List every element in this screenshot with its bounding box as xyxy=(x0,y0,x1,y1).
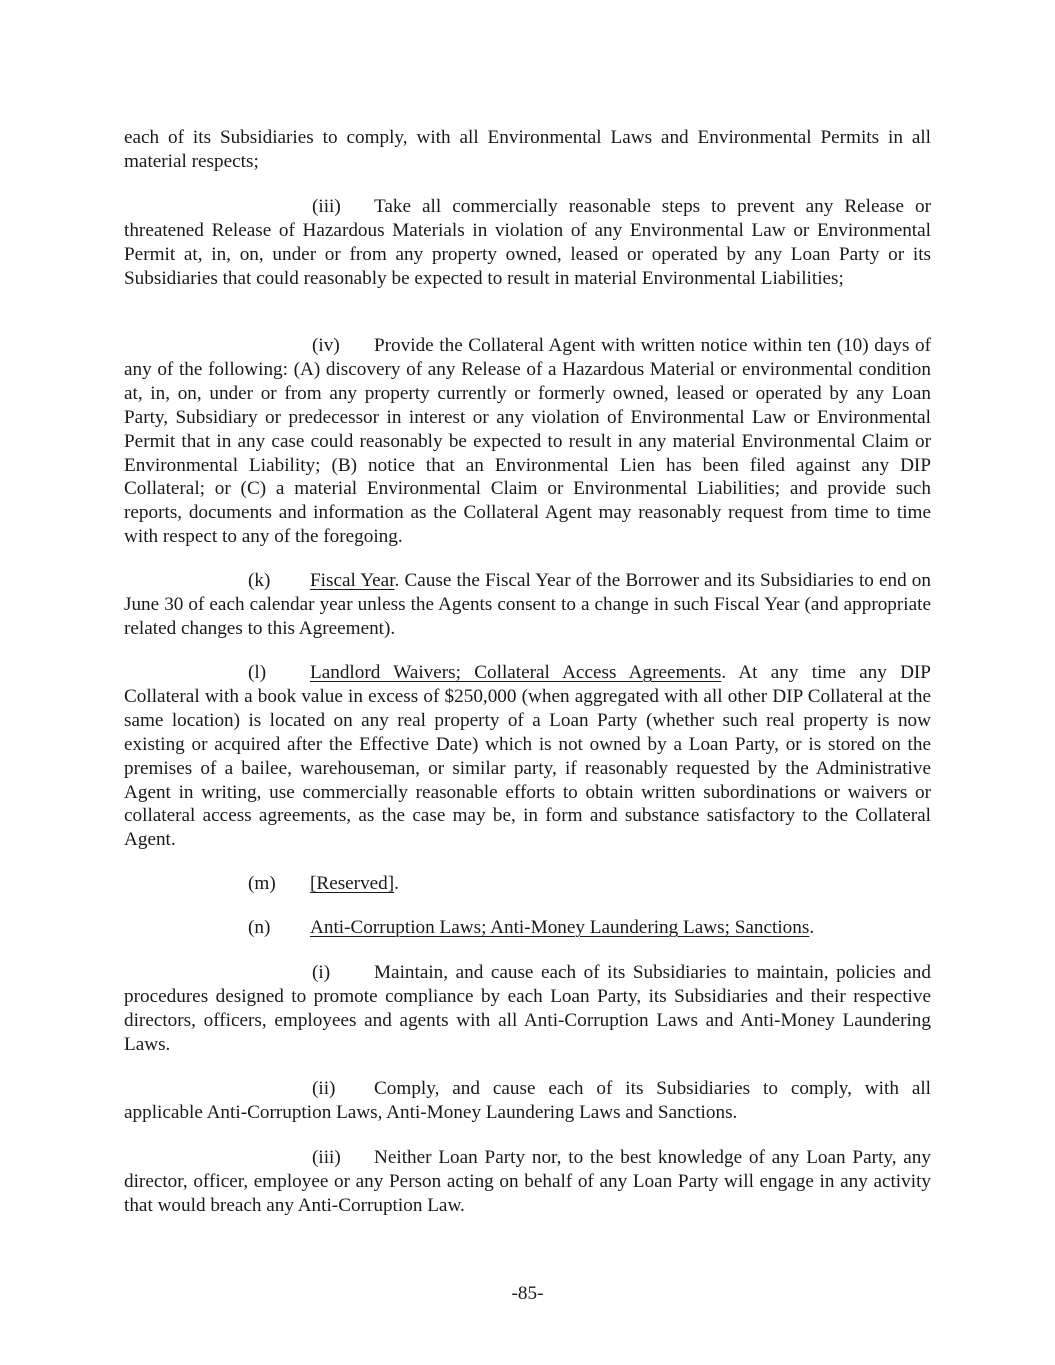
clause-number: (ii) xyxy=(312,1078,336,1099)
paragraph-text: . Cause the Fiscal Year of the Borrower and its Subsidiaries to end on June 30 of each calendar year unless the Agents consent to a change in such Fiscal Year (and appropriate related changes to this Agreement). xyxy=(124,570,931,639)
section-heading: [Reserved] xyxy=(310,873,395,894)
clause-number: (iii) xyxy=(312,196,341,217)
paragraph-n-ii xyxy=(124,1077,931,1125)
clause-number: (n) xyxy=(248,917,271,938)
clause-number: (l) xyxy=(248,662,267,683)
clause-number: (iii) xyxy=(312,1147,341,1168)
clause-number: (m) xyxy=(248,873,276,894)
paragraph-text: Comply, and cause each of its Subsidiaries to comply, with all applicable Anti-Corruption Laws, Anti-Money Laundering Laws and Sanctions. xyxy=(124,1078,931,1123)
paragraph-j-iii xyxy=(124,195,931,291)
section-heading: Landlord Waivers; Collateral Access Agreements xyxy=(310,662,722,683)
paragraph-text: . xyxy=(394,873,399,894)
paragraph-text: . At any time any DIP Collateral with a book value in excess of $250,000 (when aggregated with all other DIP Collateral at the same location) is located on any real property of a Loan Party (whether such real property is now existing or acquired after the Effective Date) which is not owned by a Loan Party, or is stored on the premises of a bailee, warehouseman, or similar party, if reasonably requested by the Administrative Agent in writing, use commercially reasonable efforts to obtain written subordinations or waivers or collateral access agreements, as the case may be, in form and substance satisfactory to the Collateral Agent. xyxy=(124,662,931,851)
paragraph-n-i xyxy=(124,961,931,1057)
paragraph-n-anti-corruption xyxy=(124,916,931,940)
paragraph-text: Take all commercially reasonable steps to prevent any Release or threatened Release of Hazardous Materials in violation of any Environmental Law or Environmental Permit at, in, on, under or from any property owned, leased or operated by any Loan Party or its Subsidiaries that could reasonably be expected to result in material Environmental Liabilities; xyxy=(124,196,931,289)
paragraph-k-fiscal-year xyxy=(124,569,931,641)
paragraph-m-reserved xyxy=(124,872,931,896)
paragraph-text: . xyxy=(809,917,815,938)
clause-number: (iv) xyxy=(312,335,340,356)
section-heading: Fiscal Year xyxy=(310,570,395,591)
paragraph-text: Maintain, and cause each of its Subsidiaries to maintain, policies and procedures designed to promote compliance by each Loan Party, its Subsidiaries and their respective directors, officers, employees and agents with all Anti-Corruption Laws and Anti-Money Laundering Laws. xyxy=(124,962,931,1055)
paragraph-text: Neither Loan Party nor, to the best knowledge of any Loan Party, any director, officer, employee or any Person acting on behalf of any Loan Party will engage in any activity that would breach any Anti-Corruption Law. xyxy=(124,1147,931,1216)
section-heading: Anti-Corruption Laws; Anti-Money Laundering Laws; Sanctions xyxy=(310,917,810,938)
paragraph-n-iii xyxy=(124,1146,931,1218)
paragraph-l-landlord-waivers xyxy=(124,661,931,852)
paragraph-j-iv xyxy=(124,334,931,549)
paragraph-text: each of its Subsidiaries to comply, with all Environmental Laws and Environmental Permits in all material respects; xyxy=(124,127,931,172)
page-number: -85- xyxy=(511,1283,544,1304)
paragraph-text: Provide the Collateral Agent with written notice within ten (10) days of any of the following: (A) discovery of any Release of a Hazardous Material or environmental condition at, in, on, under or from any property currently or formerly owned, leased or operated by any Loan Party, Subsidiary or predecessor in interest or any violation of Environmental Law or Environmental Permit that in any case could reasonably be expected to result in any material Environmental Claim or Environmental Liability; (B) notice that an Environmental Lien has been filed against any DIP Collateral; or (C) a material Environmental Claim or Environmental Liabilities; and provide such reports, documents and information as the Collateral Agent may reasonably request from time to time with respect to any of the foregoing. xyxy=(124,335,931,548)
clause-number: (k) xyxy=(248,570,271,591)
paragraph-continuation xyxy=(124,126,931,174)
clause-number: (i) xyxy=(312,962,331,983)
